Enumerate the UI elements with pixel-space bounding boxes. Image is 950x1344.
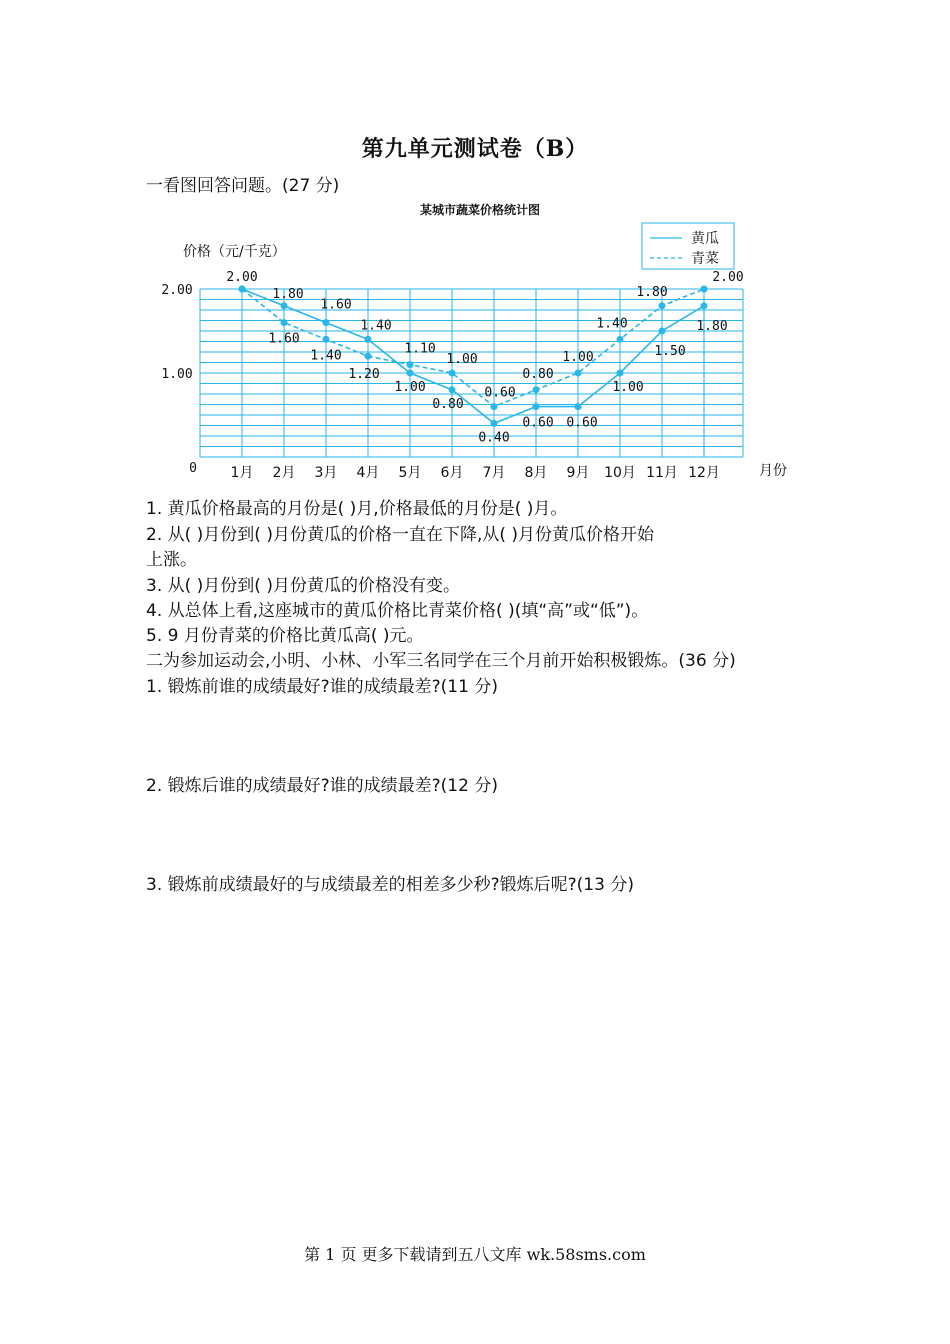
data-label: 1.00 [394,380,426,395]
data-point [365,336,372,343]
data-label: 1.80 [272,286,304,302]
data-label: 1.10 [404,341,436,357]
page-title: 第九单元测试卷（B） [361,136,589,162]
data-point [575,403,582,410]
x-tick-label: 3月 [314,465,338,481]
data-label: 1.00 [612,380,644,395]
data-label: 1.80 [696,318,728,334]
data-point [449,370,456,377]
data-point [407,370,414,377]
x-tick-label: 8月 [524,465,548,481]
data-label: 1.80 [636,284,668,300]
x-tick-label: 5月 [398,465,422,481]
data-point [617,336,624,343]
question-2-2: 2. 锻炼后谁的成绩最好?谁的成绩最差?(12 分) [146,776,498,796]
data-label: 0.80 [522,366,554,382]
data-label: 1.00 [446,352,478,367]
chart-svg [150,196,810,496]
data-point [323,336,330,343]
question-1-3: 3. 从( )月份到( )月份黄瓜的价格没有变。 [146,576,460,596]
data-label: 1.00 [562,350,594,365]
data-point [701,286,708,293]
section2-heading: 二为参加运动会,小明、小林、小军三名同学在三个月前开始积极锻炼。(36 分) [146,651,736,671]
data-point [281,319,288,326]
x-tick-label: 7月 [482,465,506,481]
y-axis-label: 价格（元/千克） [183,244,286,260]
data-point [533,403,540,410]
data-point [575,370,582,377]
data-label: 1.50 [654,344,686,359]
data-point [407,361,414,368]
data-point [449,386,456,393]
x-tick-label: 12月 [688,465,720,481]
chart-title: 某城市蔬菜价格统计图 [419,203,541,217]
section1-heading: 一看图回答问题。(27 分) [146,176,340,196]
x-tick-label: 11月 [646,465,678,481]
question-1-4: 4. 从总体上看,这座城市的黄瓜价格比青菜价格( )(填“高”或“低”)。 [146,601,649,621]
data-label: 1.60 [268,331,300,347]
data-point [491,420,498,427]
x-tick-label: 6月 [440,465,464,481]
data-point [491,403,498,410]
data-point [659,302,666,309]
data-label: 0.40 [478,430,510,446]
data-point [239,286,246,293]
x-axis-label: 月份 [759,463,787,479]
question-1-5: 5. 9 月份青菜的价格比黄瓜高( )元。 [146,626,424,646]
data-label: 1.40 [596,316,628,332]
data-point [365,353,372,360]
x-tick-label: 2月 [272,465,296,481]
legend-label: 青菜 [691,251,719,267]
question-1-1: 1. 黄瓜价格最高的月份是( )月,价格最低的月份是( )月。 [146,499,568,519]
x-tick-label: 9月 [566,465,590,481]
data-label: 2.00 [712,270,744,285]
x-tick-label: 10月 [604,465,636,481]
question-2-3: 3. 锻炼前成绩最好的与成绩最差的相差多少秒?锻炼后呢?(13 分) [146,875,634,895]
data-label: 0.60 [522,415,554,431]
y-tick-label: 1.00 [161,367,193,382]
data-point [281,302,288,309]
x-tick-label: 4月 [356,465,380,481]
data-label: 0.60 [484,385,516,401]
data-label: 2.00 [226,270,258,285]
data-label: 1.20 [348,367,380,383]
legend-box [642,223,734,269]
data-point [617,370,624,377]
data-label: 1.40 [360,318,392,334]
data-point [533,386,540,393]
data-point [323,319,330,326]
question-2-1: 1. 锻炼前谁的成绩最好?谁的成绩最差?(11 分) [146,677,498,697]
question-1-2: 2. 从( )月份到( )月份黄瓜的价格一直在下降,从( )月份黄瓜价格开始 [146,525,655,545]
line-chart [150,196,810,496]
legend-label: 黄瓜 [691,231,719,247]
data-label: 0.60 [566,415,598,431]
y-tick-label: 2.00 [161,283,193,298]
x-tick-label: 1月 [230,465,254,481]
data-label: 0.80 [432,396,464,412]
data-point [701,302,708,309]
data-label: 1.60 [320,297,352,313]
data-label: 1.40 [310,348,342,364]
origin-label: 0 [189,461,197,476]
data-point [659,328,666,335]
question-1-2-continued: 上涨。 [146,550,197,570]
page-footer: 第 1 页 更多下载请到五八文库 wk.58sms.com [304,1245,646,1264]
